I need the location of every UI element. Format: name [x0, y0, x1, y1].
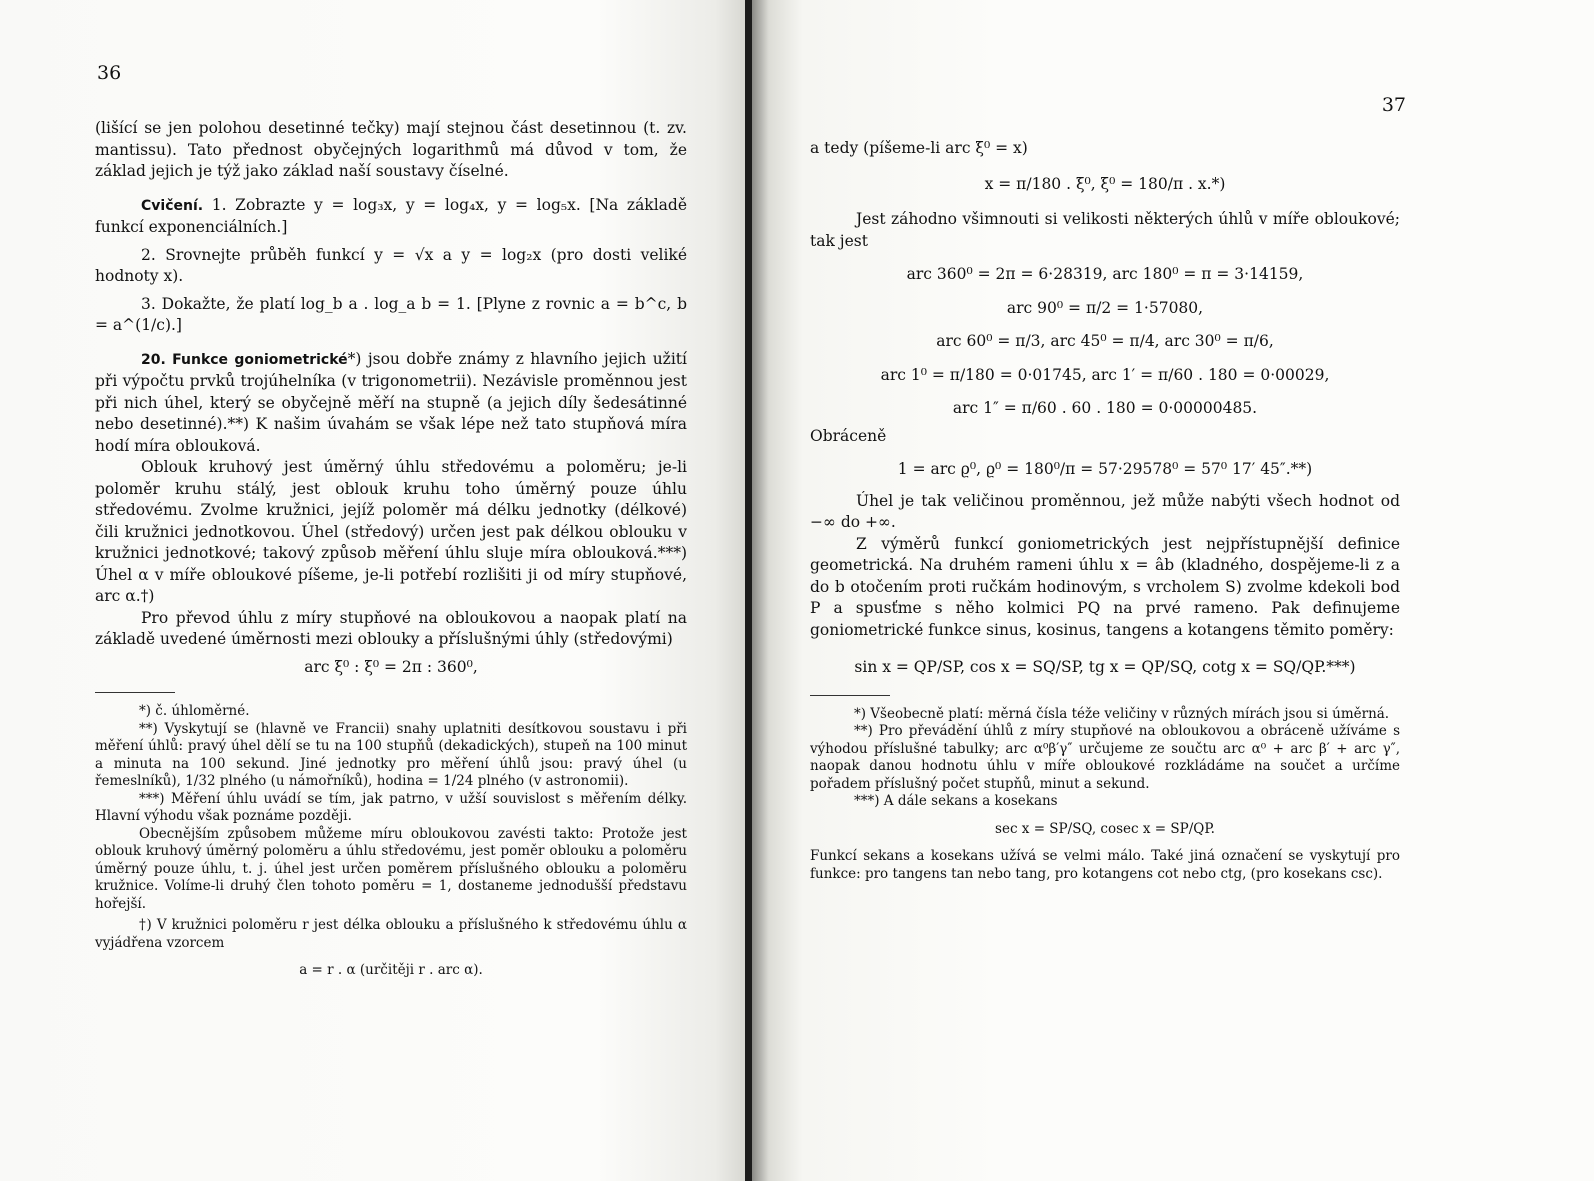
footnote-equation: a = r . α (určitěji r . arc α). [299, 962, 483, 978]
equation-x: x = π/180 . ξ⁰, ξ⁰ = 180/π . x.*) [984, 174, 1226, 193]
footnote: **) Pro převádění úhlů z míry stupňové na obloukovou a obráceně užíváme s výhodou příslušné tabulky; arc α⁰β′γ″ určujeme ze součtu arc α⁰ + arc β′ + arc γ″, naopak danou hodnotu úhlu v míře obloukové rozkládáme na součet a určíme pořadem příslušný počet stupňů, minut a sekund. [810, 723, 1400, 792]
paragraph: Z výměrů funkcí goniometrických jest nejpřístupnější definice geometrická. Na druhém rameni úhlu x = âb (kladného, dospějeme-li z a do b otočením proti ručkám hodinovým, s vrcholem S) zvolme kdekoli bod P a spusťme s něho kolmici PQ na prvé rameno. Pak definujeme goniometrické funkce sinus, kosinus, tangens a kotangens těmito poměry: [810, 534, 1400, 639]
footnote: **) Vyskytují se (hlavně ve Francii) snahy uplatniti desítkovou soustavu i při měření úhlů: pravý úhel dělí se tu na 100 stupňů (dekadických), stupeň na 100 minut a minuta na 100 sekund. Jiné jednotky pro měření úhlů jsou: pravý úhel (u řemeslníků), 1/32 plného (u námořníků), hodina = 1/24 plného (v astronomii). [95, 720, 687, 789]
page-number-left: 36 [97, 62, 122, 84]
right-column [810, 138, 1400, 883]
book-gutter [745, 0, 752, 1181]
footnote: *) Všeobecně platí: měrná čísla téže veličiny v různých mírách jsou si úměrná. [854, 705, 1390, 722]
equation-values-1: arc 360⁰ = 2π = 6·28319, arc 180⁰ = π = 3·14159, [906, 265, 1304, 283]
paragraph: Jest záhodno všimnouti si velikosti některých úhlů v míře obloukové; tak jest [810, 210, 1400, 250]
footnote-equation: sec x = SP/SQ, cosec x = SP/QP. [995, 820, 1215, 837]
paragraph: a tedy (píšeme-li arc ξ⁰ = x) [810, 139, 1028, 157]
exercise-1-text: 1. Zobrazte y = log₃x, y = log₄x, y = log₅x. [Na základě funkcí exponenciálních.] [95, 195, 687, 236]
equation-values-4: arc 1⁰ = π/180 = 0·01745, arc 1′ = π/60 . 180 = 0·00029, [880, 365, 1330, 384]
section-text: *) jsou dobře známy z hlavního jejich užití při výpočtu prvků trojúhelníka (v trigonometrii). Nezávisle proměnnou jest při nich úhel, který se obyčejně měří na stupně (a jejich díly šedesátinné nebo desetinné).**) K našim úvahám se však lépe než tato stupňová míra hodí míra oblouková. [95, 349, 687, 455]
section-20 [95, 349, 687, 458]
footnote: ***) Měření úhlu uvádí se tím, jak patrno, v užší souvislost s měřením délky. Hlavní výhodu však poznáme později. [95, 790, 687, 824]
equation-values-3: arc 60⁰ = π/3, arc 45⁰ = π/4, arc 30⁰ = π/6, [936, 332, 1274, 350]
equation-values-2: arc 90⁰ = π/2 = 1·57080, [1006, 298, 1204, 317]
left-column [95, 118, 687, 980]
paragraph: (lišící se jen polohou desetinné tečky) mají stejnou část desetinnou (t. zv. mantissu). Tato přednost obyčejných logarithmů má důvod v tom, že základ jejich je týž jako základ naší soustavy číselné. [95, 119, 687, 180]
exercise-heading: Cvičení. [141, 197, 204, 214]
footnote-rule [95, 692, 175, 693]
equation-trig: sin x = QP/SP, cos x = SQ/SP, tg x = QP/SQ, cotg x = SQ/QP.***) [854, 658, 1356, 676]
footnote: †) V kružnici poloměru r jest délka oblouku a příslušného k středovému úhlu α vyjádřena vzorcem [95, 917, 687, 951]
footnote: ***) A dále sekans a kosekans [854, 793, 1058, 809]
paragraph: Pro převod úhlu z míry stupňové na obloukovou a naopak platí na základě uvedené úměrnosti mezi oblouky a příslušnými úhly (středovými) [95, 608, 687, 648]
equation-rho: 1 = arc ϱ⁰, ϱ⁰ = 180⁰/π = 57·29578⁰ = 57⁰ 17′ 45″.**) [897, 460, 1313, 478]
paragraph: Úhel je tak veličinou proměnnou, jež může nabýti všech hodnot od −∞ do +∞. [810, 491, 1400, 531]
exercise-2: 2. Srovnejte průběh funkcí y = √x a y = log₂x (pro dosti veliké hodnoty x). [95, 245, 687, 285]
footnote: *) č. úhloměrné. [139, 703, 250, 719]
paragraph: Oblouk kruhový jest úměrný úhlu středovému a poloměru; je-li poloměr kruhu stálý, jest oblouk kruhu toho úměrný pouze úhlu středovému. Zvolme kružnici, jejíž poloměr má délku jednotky (délkové) čili kružnici jednotkovou. Úhel (středový) určen jest pak délkou oblouku v kružnici jednotkové; takový způsob měření úhlu sluje míra oblouková.***) Úhel α v míře obloukové píšeme, je-li potřebí rozlišiti ji od míry stupňové, arc α.†) [95, 458, 687, 605]
page-number-right: 37 [1381, 94, 1406, 116]
equation-values-5: arc 1″ = π/60 . 60 . 180 = 0·00000485. [952, 399, 1258, 417]
exercise-1 [95, 195, 687, 239]
label-obracene: Obráceně [810, 426, 887, 445]
footnote: Obecnějším způsobem můžeme míru obloukovou zavésti takto: Protože jest oblouk kruhový úměrný poloměru a úhlu středovému, jest poměr oblouku a poloměru úměrný pouze úhlu, t. j. úhel jest určen poměrem příslušného oblouku a poloměru kružnice. Volíme-li druhý člen tohoto poměru = 1, dostaneme jednodušší představu hořejší. [95, 825, 687, 912]
left-page [0, 0, 745, 1181]
footnote-rule [810, 695, 890, 696]
footnotes-left [95, 703, 687, 980]
equation: arc ξ⁰ : ξ⁰ = 2π : 360⁰, [304, 657, 478, 676]
section-heading: 20. Funkce goniometrické [141, 351, 348, 368]
footnotes-right [810, 706, 1400, 884]
footnote: Funkcí sekans a kosekans užívá se velmi málo. Také jiná označení se vyskytují pro funkce: pro tangens tan nebo tang, pro kotangens cot nebo ctg, (pro kosekans csc). [810, 848, 1400, 882]
exercise-3: 3. Dokažte, že platí log_b a . log_a b = 1. [Plyne z rovnic a = b^c, b = a^(1/c).] [95, 294, 687, 334]
right-page [752, 0, 1594, 1181]
